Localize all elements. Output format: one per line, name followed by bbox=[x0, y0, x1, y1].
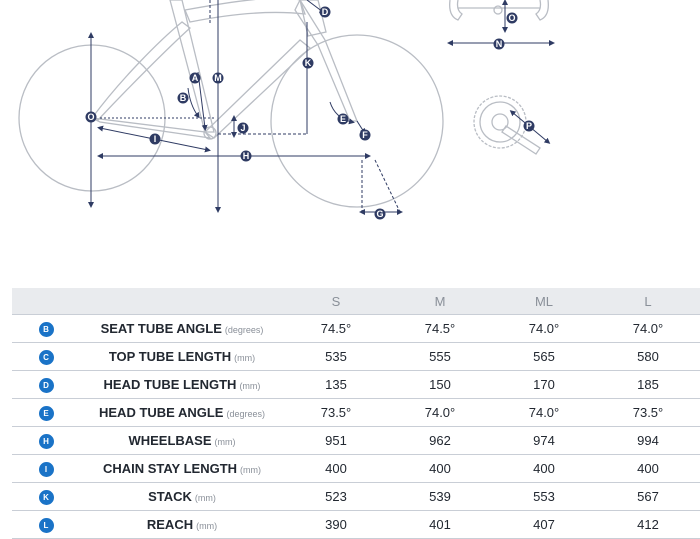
table-row bbox=[12, 427, 700, 455]
size-header-s: S bbox=[284, 288, 388, 315]
row-name: TOP TUBE LENGTH bbox=[108, 349, 232, 364]
cell-value: 185 bbox=[596, 371, 700, 399]
label-G bbox=[375, 209, 386, 220]
cell-value: 412 bbox=[596, 511, 700, 539]
cell-value: 407 bbox=[492, 511, 596, 539]
cell-value: 401 bbox=[388, 511, 492, 539]
bike-geometry-drawing bbox=[0, 0, 700, 230]
svg-text:K: K bbox=[304, 58, 312, 68]
svg-text:F: F bbox=[362, 130, 368, 140]
table-row bbox=[12, 399, 700, 427]
size-header-m: M bbox=[388, 288, 492, 315]
cell-value: 74.0° bbox=[492, 315, 596, 343]
cell-value: 535 bbox=[284, 343, 388, 371]
cell-value: 962 bbox=[388, 427, 492, 455]
row-name: REACH bbox=[146, 517, 194, 532]
svg-text:O: O bbox=[508, 13, 516, 23]
row-name: HEAD TUBE LENGTH bbox=[103, 377, 237, 392]
svg-text:J: J bbox=[240, 123, 246, 133]
cell-value: 567 bbox=[596, 483, 700, 511]
cell-value: 400 bbox=[284, 455, 388, 483]
label-D bbox=[320, 7, 331, 18]
svg-text:I: I bbox=[153, 134, 157, 144]
cell-value: 74.0° bbox=[388, 399, 492, 427]
cell-value: 400 bbox=[388, 455, 492, 483]
handlebar-drawing bbox=[450, 0, 549, 20]
cell-value: 523 bbox=[284, 483, 388, 511]
cell-value: 994 bbox=[596, 427, 700, 455]
cell-value: 539 bbox=[388, 483, 492, 511]
row-unit: (mm) bbox=[196, 521, 218, 531]
geometry-table bbox=[12, 288, 700, 539]
row-code-badge: H bbox=[39, 434, 54, 449]
row-name: WHEELBASE bbox=[128, 433, 212, 448]
dimension-lines bbox=[91, 0, 400, 212]
row-name: HEAD TUBE ANGLE bbox=[99, 405, 224, 420]
label-A bbox=[190, 73, 201, 84]
label-I bbox=[150, 134, 161, 145]
cell-value: 565 bbox=[492, 343, 596, 371]
size-header-ml: ML bbox=[492, 288, 596, 315]
svg-text:M: M bbox=[214, 73, 222, 83]
geometry-diagram bbox=[0, 0, 700, 230]
svg-text:A: A bbox=[191, 73, 199, 83]
row-name: SEAT TUBE ANGLE bbox=[100, 321, 222, 336]
svg-text:O: O bbox=[87, 112, 95, 122]
label-K bbox=[303, 58, 314, 69]
row-code-badge: I bbox=[39, 462, 54, 477]
label-P bbox=[524, 121, 535, 132]
label-H bbox=[241, 151, 252, 162]
cell-value: 400 bbox=[492, 455, 596, 483]
row-code-badge: D bbox=[39, 378, 54, 393]
cell-value: 150 bbox=[388, 371, 492, 399]
row-code-badge: B bbox=[39, 322, 54, 337]
row-unit: (degrees) bbox=[224, 325, 264, 335]
svg-text:G: G bbox=[376, 209, 384, 219]
row-code-badge: C bbox=[39, 350, 54, 365]
cell-value: 74.0° bbox=[492, 399, 596, 427]
row-code-badge: K bbox=[39, 490, 54, 505]
cell-value: 135 bbox=[284, 371, 388, 399]
table-row bbox=[12, 343, 700, 371]
table-row bbox=[12, 455, 700, 483]
row-unit: (mm) bbox=[240, 465, 262, 475]
cell-value: 73.5° bbox=[596, 399, 700, 427]
cell-value: 553 bbox=[492, 483, 596, 511]
svg-text:H: H bbox=[242, 151, 250, 161]
bike-frame bbox=[92, 0, 357, 139]
row-unit: (mm) bbox=[194, 493, 216, 503]
cell-value: 951 bbox=[284, 427, 388, 455]
row-code-badge: E bbox=[39, 406, 54, 421]
row-unit: (mm) bbox=[239, 381, 261, 391]
cell-value: 974 bbox=[492, 427, 596, 455]
cell-value: 555 bbox=[388, 343, 492, 371]
label-O-handlebar bbox=[507, 13, 518, 24]
label-B bbox=[178, 93, 189, 104]
table-row bbox=[12, 483, 700, 511]
row-unit: (mm) bbox=[214, 437, 236, 447]
cell-value: 74.5° bbox=[388, 315, 492, 343]
table-row bbox=[12, 315, 700, 343]
cell-value: 580 bbox=[596, 343, 700, 371]
cell-value: 74.5° bbox=[284, 315, 388, 343]
row-name: STACK bbox=[148, 489, 192, 504]
table-header-row bbox=[12, 288, 700, 315]
cell-value: 390 bbox=[284, 511, 388, 539]
size-header-l: L bbox=[596, 288, 700, 315]
label-E bbox=[338, 114, 349, 125]
svg-text:E: E bbox=[339, 114, 347, 124]
row-unit: (degrees) bbox=[226, 409, 265, 419]
cell-value: 170 bbox=[492, 371, 596, 399]
svg-text:B: B bbox=[179, 93, 187, 103]
label-J bbox=[238, 123, 249, 134]
svg-text:N: N bbox=[495, 39, 503, 49]
label-O bbox=[86, 112, 97, 123]
row-code-badge: L bbox=[39, 518, 54, 533]
cell-value: 73.5° bbox=[284, 399, 388, 427]
table-row bbox=[12, 371, 700, 399]
row-unit: (mm) bbox=[234, 353, 256, 363]
svg-text:P: P bbox=[525, 121, 533, 131]
svg-text:D: D bbox=[321, 7, 329, 17]
label-N bbox=[494, 39, 505, 50]
cell-value: 400 bbox=[596, 455, 700, 483]
cell-value: 74.0° bbox=[596, 315, 700, 343]
row-name: CHAIN STAY LENGTH bbox=[102, 461, 238, 476]
label-M bbox=[213, 73, 224, 84]
label-F bbox=[360, 130, 371, 141]
